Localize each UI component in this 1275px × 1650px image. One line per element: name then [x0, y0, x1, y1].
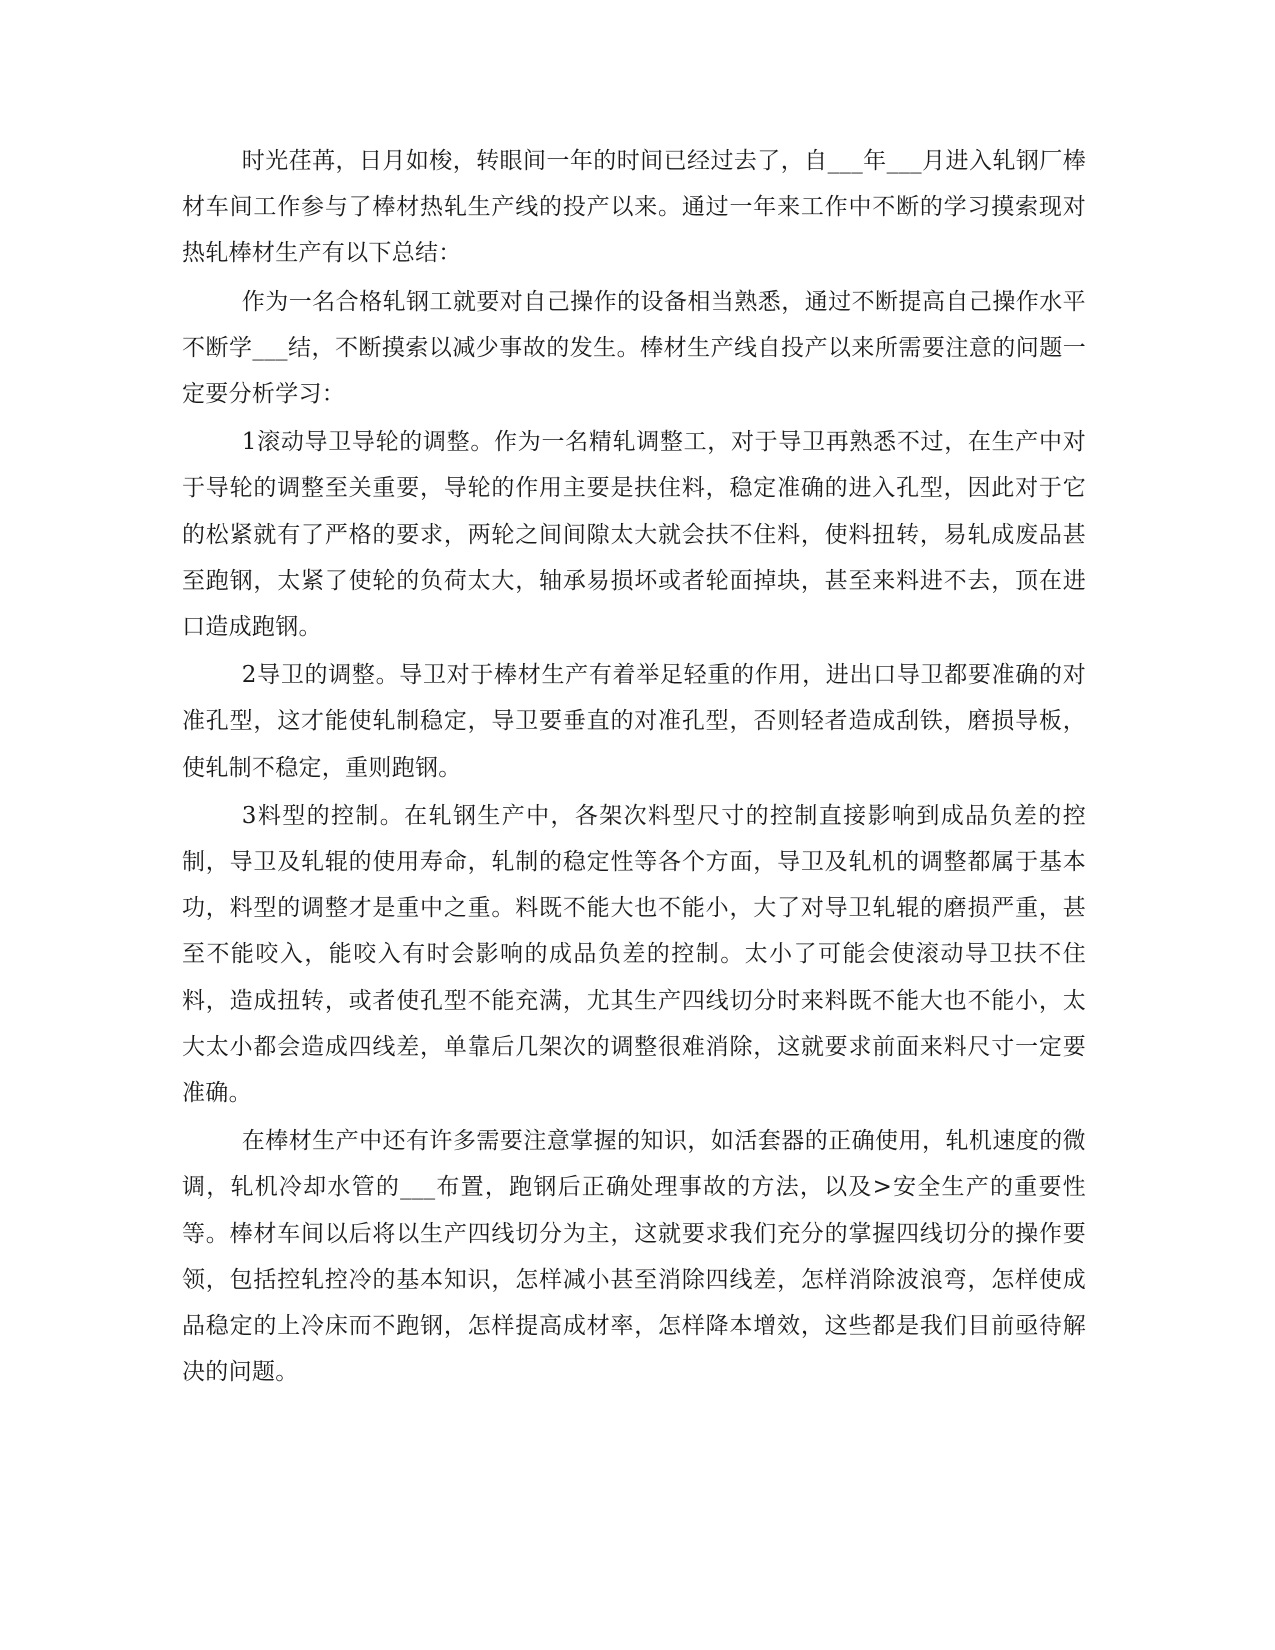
paragraph-intro: 时光荏苒，日月如梭，转眼间一年的时间已经过去了，自___年___月进入轧钢厂棒材车间工作参与了棒材热轧生产线的投产以来。通过一年来工作中不断的学习摸索现对热轧棒材生产有以下总结： [182, 148, 1086, 267]
document-body [182, 138, 1086, 1397]
paragraph-guide-wheel-adjustment: 1滚动导卫导轮的调整。作为一名精轧调整工，对于导卫再熟悉不过，在生产中对于导轮的调整至关重要，导轮的作用主要是扶住料，稳定准确的进入孔型，因此对于它的松紧就有了严格的要求，两轮之间间隙太大就会扶不住料，使料扭转，易轧成废品甚至跑钢，太紧了使轮的负荷太大，轴承易损坏或者轮面掉块，甚至来料进不去，顶在进口造成跑钢。 [182, 429, 1086, 641]
paragraph-guide-adjustment: 2导卫的调整。导卫对于棒材生产有着举足轻重的作用，进出口导卫都要准确的对准孔型，这才能使轧制稳定，导卫要垂直的对准孔型，否则轻者造成刮铁，磨损导板，使轧制不稳定，重则跑钢。 [182, 662, 1086, 781]
paragraph-profile-control: 3料型的控制。在轧钢生产中，各架次料型尺寸的控制直接影响到成品负差的控制，导卫及轧辊的使用寿命，轧制的稳定性等各个方面，导卫及轧机的调整都属于基本功，料型的调整才是重中之重。料既不能大也不能小，大了对导卫轧辊的磨损严重，甚至不能咬入，能咬入有时会影响的成品负差的控制。太小了可能会使滚动导卫扶不住料，造成扭转，或者使孔型不能充满，尤其生产四线切分时来料既不能大也不能小，太大太小都会造成四线差，单靠后几架次的调整很难消除，这就要求前面来料尺寸一定要准确。 [182, 802, 1086, 1107]
paragraph-operator-skills: 作为一名合格轧钢工就要对自己操作的设备相当熟悉，通过不断提高自己操作水平不断学___结，不断摸索以减少事故的发生。棒材生产线自投产以来所需要注意的问题一定要分析学习： [182, 288, 1086, 408]
paragraph-conclusion: 在棒材生产中还有许多需要注意掌握的知识，如活套器的正确使用，轧机速度的微调，轧机冷却水管的___布置，跑钢后正确处理事故的方法，以及>安全生产的重要性等。棒材车间以后将以生产四线切分为主，这就要求我们充分的掌握四线切分的操作要领，包括控轧控冷的基本知识，怎样减小甚至消除四线差，怎样消除波浪弯，怎样使成品稳定的上冷床而不跑钢，怎样提高成材率，怎样降本增效，这些都是我们目前亟待解决的问题。 [182, 1128, 1086, 1386]
